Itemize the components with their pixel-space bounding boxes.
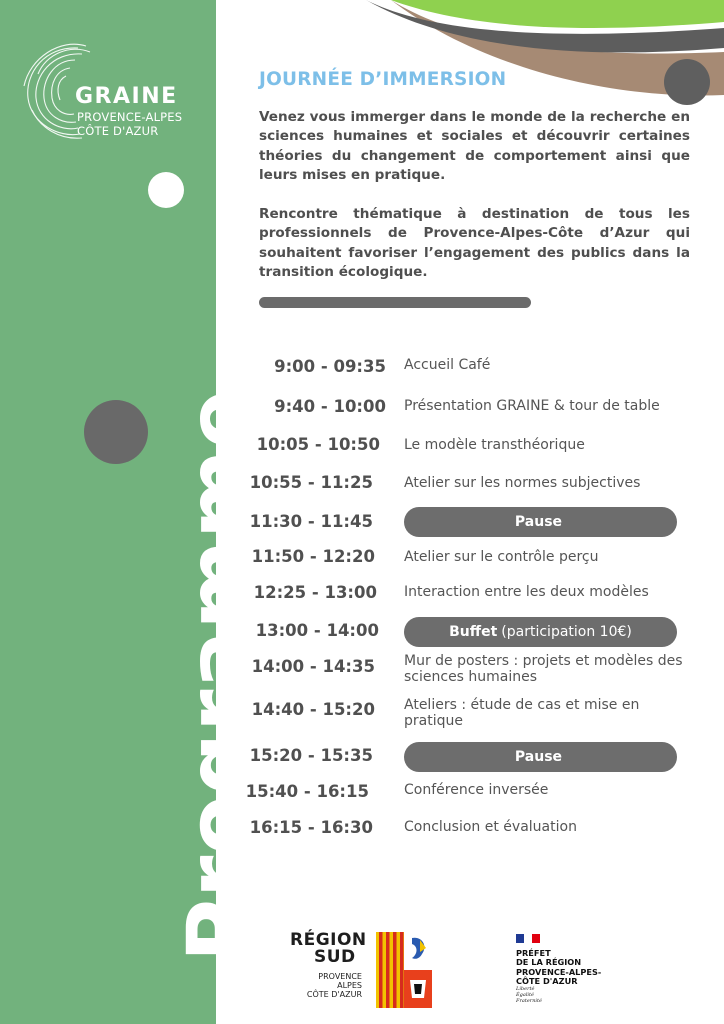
pill-label: Pause [514,749,563,765]
region-sub-line1: PROVENCE [318,972,362,981]
region-title [290,932,367,966]
prefet-line4: CÔTE D'AZUR [516,976,578,987]
pill-label: Buffet [449,624,498,640]
grey-dot-decoration [84,400,148,464]
prefet-line3: PROVENCE-ALPES- [516,966,602,977]
time-slot: 16:15 - 16:30 [249,818,373,837]
time-slot: 15:20 - 15:35 [249,746,373,765]
prefet-text [516,949,601,987]
activity-label: Interaction entre les deux modèles [404,584,649,600]
region-sud-logo [290,932,440,1012]
prefet-line1: PRÉFET [516,948,551,958]
pause-pill [404,742,677,772]
page-title: JOURNÉE D’IMMERSION [259,69,507,90]
time-slot: 13:00 - 14:00 [255,621,379,640]
logo-line1: PROVENCE-ALPES [77,110,183,124]
activity-label: Atelier sur le contrôle perçu [404,549,599,565]
activity-label: Le modèle transthéorique [404,437,585,453]
motto-line2: Égalité [516,992,534,998]
time-slot: 14:40 - 15:20 [251,700,375,719]
time-slot: 11:30 - 11:45 [249,512,373,531]
intro-paragraph-1: Venez vous immerger dans le monde de la recherche en sciences humaines et sociales et découvrir certaines théories du changement de comportement ainsi que leurs mises en pratique. [259,109,690,183]
activity-label: Ateliers : étude de cas et mise en pratique [404,697,640,729]
region-shield-icon [376,932,432,1008]
buffet-pill [404,617,677,647]
time-slot: 9:40 - 10:00 [274,397,386,416]
time-slot: 10:55 - 11:25 [249,473,373,492]
activity-label: Accueil Café [404,357,491,373]
white-dot-decoration [148,172,184,208]
activity-label: Conférence inversée [404,782,549,798]
logo-line2: CÔTE D'AZUR [77,124,159,138]
region-title-line2: SUD [314,947,356,967]
logo-name: GRAINE [75,84,178,109]
time-slot: 14:00 - 14:35 [251,657,375,676]
region-sub-line3: CÔTE D'AZUR [306,990,362,999]
time-slot: 12:25 - 13:00 [253,583,377,602]
activity-label: Atelier sur les normes subjectives [404,475,641,491]
time-slot: 15:40 - 16:15 [245,782,369,801]
sidebar [0,0,269,1024]
vertical-title: Programme. [169,355,269,962]
intro-paragraph-2: Rencontre thématique à destination de tous les professionnels de Provence-Alpes-Côte d’Azur qui souhaitent favoriser l’engagement des publics dans la transition écologique. [259,206,690,280]
region-sub-line2: ALPES [337,981,362,990]
french-flag-icon [516,934,540,943]
activity-label: Conclusion et évaluation [404,819,577,835]
divider-bar [259,297,531,308]
activity-label: Mur de posters : projets et modèles des sciences humaines [404,653,683,685]
pill-note: (participation 10€) [501,624,632,640]
region-title-line1: RÉGION [290,930,367,950]
motto-line3: Fraternité [516,998,542,1004]
republic-motto [516,986,542,1004]
time-slot: 9:00 - 09:35 [274,357,386,376]
time-slot: 10:05 - 10:50 [256,435,380,454]
graine-logo [20,38,210,148]
prefet-line2: DE LA RÉGION [516,957,582,968]
time-slot: 11:50 - 12:20 [251,547,375,566]
prefet-logo [516,934,646,1014]
pill-label: Pause [514,514,563,530]
activity-label: Présentation GRAINE & tour de table [404,398,660,414]
grey-dot-decoration-top [664,59,710,105]
motto-line1: Liberté [516,986,535,992]
pause-pill [404,507,677,537]
